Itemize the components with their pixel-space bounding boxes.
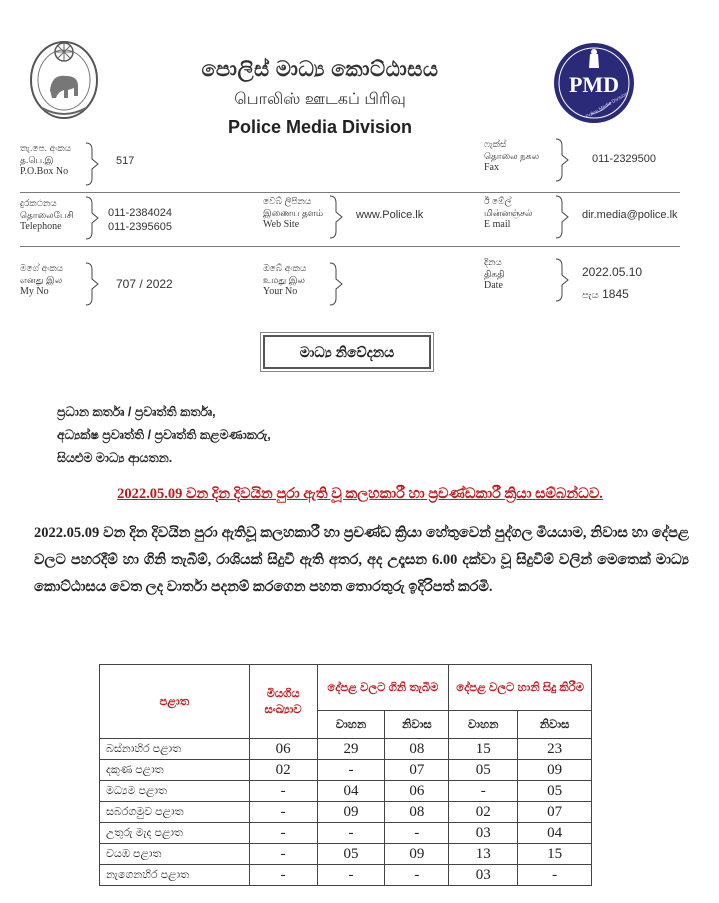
table-row <box>100 865 592 886</box>
table-row <box>100 781 592 802</box>
value-cell: 03 <box>449 865 518 886</box>
value-cell: 13 <box>449 844 518 865</box>
body-paragraph: 2022.05.09 වන දින දිවයින පුරා ඇතිවූ කලහකාරී හා ප්‍රචණ්ඩ ක්‍රියා හේතුවෙන් පුද්ගල මියයාම, නිවාස හා දේපළ වලට පහරදීම් හා ගිනි තැබීම්, රාශියක් සිදුවී ඇති අතර, අද උදෑසන 6.00 දක්වා වූ සිදුවීම් වලින් මෙතෙක් මාධ්‍ය කොට්ඨාසය වෙත ලද වාර්තා පදනම් කරගෙන පහත තොරතුරු ඉදිරිපත් කරමි. <box>34 525 689 595</box>
telephone-labels: දුරකථනය தொலைபேசி Telephone <box>20 198 74 232</box>
value-cell: - <box>249 802 317 823</box>
header-province: පළාත <box>100 665 250 739</box>
value-cell: 06 <box>385 781 449 802</box>
pmd-logo <box>553 42 635 124</box>
header-vehicles: වාහන <box>317 711 385 739</box>
value-cell: 05 <box>317 844 385 865</box>
header-damage: දේපළ වලට හානි සිදු කිරීම <box>449 665 592 711</box>
pobox-brace <box>84 142 100 186</box>
value-cell: 05 <box>518 781 592 802</box>
table-header-row <box>100 665 592 711</box>
website-value: www.Police.lk <box>356 209 424 221</box>
telephone-brace <box>84 196 100 240</box>
value-cell: - <box>317 760 385 781</box>
value-cell: - <box>249 823 317 844</box>
media-release-heading: මාධ්‍ය නිවේදනය <box>263 335 431 369</box>
value-cell: 02 <box>249 760 317 781</box>
province-cell: බස්නාහිර පළාත <box>100 739 250 760</box>
title-english: Police Media Division <box>227 117 413 137</box>
value-cell: 08 <box>385 739 449 760</box>
table-row <box>100 760 592 781</box>
time-label: පැය <box>582 290 599 301</box>
table-row <box>100 823 592 844</box>
date-labels: දිනය திகதி Date <box>484 257 505 291</box>
telephone-values: 011-2384024 011-2395605 <box>108 207 173 233</box>
subject-line: 2022.05.09 වන දින දිවයින පුරා ඇති වූ කලහකාරී හා ප්‍රචණ්ඩකාරී ක්‍රියා සම්බන්ධව. <box>117 486 603 502</box>
fax-brace <box>554 138 570 182</box>
value-cell: 05 <box>449 760 518 781</box>
value-cell: - <box>385 823 449 844</box>
value-cell: - <box>317 823 385 844</box>
header-arson: දේපළ වලට ගිනි තැබීම <box>317 665 449 711</box>
value-cell: - <box>449 781 518 802</box>
value-cell: 15 <box>518 844 592 865</box>
province-cell: මධ්‍යම පළාත <box>100 781 250 802</box>
value-cell: 09 <box>518 760 592 781</box>
table-row <box>100 739 592 760</box>
your-no-brace <box>328 262 344 306</box>
value-cell: - <box>249 865 317 886</box>
value-cell: 15 <box>449 739 518 760</box>
value-cell: 08 <box>385 802 449 823</box>
time-row <box>582 287 629 301</box>
my-no-value: 707 / 2022 <box>116 277 173 291</box>
header-deaths: මියගිය සංඛ්‍යාව <box>249 665 317 739</box>
value-cell: 09 <box>385 844 449 865</box>
value-cell: 06 <box>249 739 317 760</box>
header-houses: නිවාස <box>385 711 449 739</box>
value-cell: 09 <box>317 802 385 823</box>
addressee-line: අධ්‍යක්ෂ ප්‍රවෘත්ති / ප්‍රවෘත්ති කළමණාකරු, <box>57 428 271 442</box>
addressee-line: සියළුම මාධ්‍ය ආයතන. <box>57 451 173 465</box>
police-crest-logo <box>28 30 100 122</box>
pobox-labels: තැ.පෙ. අංකය த.பெ.இ P.O.Box No <box>20 143 72 177</box>
email-labels: ඊ මේල් மின்னஞ்சல் E mail <box>484 196 533 230</box>
pmd-logo-text: PMD <box>568 72 620 97</box>
time-value: 1845 <box>602 287 629 301</box>
your-no-labels: ඔබේ අංකය உமது இல Your No <box>263 263 307 297</box>
value-cell: - <box>317 865 385 886</box>
value-cell: - <box>249 781 317 802</box>
value-cell: 23 <box>518 739 592 760</box>
date-brace <box>554 258 570 302</box>
province-cell: දකුණ පළාත <box>100 760 250 781</box>
value-cell: 07 <box>385 760 449 781</box>
value-cell: 04 <box>317 781 385 802</box>
header-houses: නිවාස <box>518 711 592 739</box>
addressee-line: ප්‍රධාන කර්තෘ / ප්‍රවෘත්ති කර්තෘ, <box>57 405 216 419</box>
value-cell: 03 <box>449 823 518 844</box>
value-cell: 29 <box>317 739 385 760</box>
title-sinhala: පොලිස් මාධ්‍ය කොට්ඨාසය <box>201 58 439 81</box>
province-cell: නැගෙනහිර පළාත <box>100 865 250 886</box>
table-row <box>100 802 592 823</box>
website-labels: වෙබ් ලිපිනය இணைய தளம் Web Site <box>263 196 324 230</box>
title-tamil: பொலிஸ் ஊடகப் பிரிவு <box>234 91 406 108</box>
fax-value: 011-2329500 <box>592 153 657 165</box>
province-cell: වයඹ පළාත <box>100 844 250 865</box>
value-cell: 07 <box>518 802 592 823</box>
pobox-value: 517 <box>116 155 135 167</box>
value-cell: 02 <box>449 802 518 823</box>
value-cell: - <box>518 865 592 886</box>
header-vehicles: වාහන <box>449 711 518 739</box>
pmd-logo-ring-text: Police Media Division <box>584 91 630 121</box>
my-no-brace <box>84 262 100 306</box>
value-cell: - <box>385 865 449 886</box>
fax-labels: ෆැක්ස් தொலை நகல Fax <box>484 139 540 173</box>
email-value: dir.media@police.lk <box>582 209 678 221</box>
value-cell: 04 <box>518 823 592 844</box>
province-cell: සබරගමුව පළාත <box>100 802 250 823</box>
divider <box>20 246 680 247</box>
value-cell: - <box>249 844 317 865</box>
province-cell: උතුරු මැද පළාත <box>100 823 250 844</box>
email-brace <box>554 195 570 239</box>
table-row <box>100 844 592 865</box>
my-no-labels: මගේ අංකය எனது இல My No <box>20 263 64 297</box>
website-brace <box>328 195 344 239</box>
divider <box>20 192 680 193</box>
incident-table <box>99 664 592 886</box>
date-value: 2022.05.10 <box>582 265 643 279</box>
